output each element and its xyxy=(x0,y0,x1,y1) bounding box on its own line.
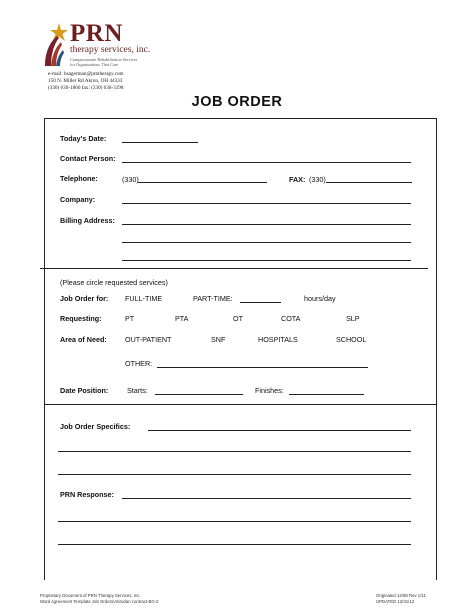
job-order-specifics-line-1[interactable] xyxy=(148,430,411,431)
area-option-hospitals[interactable]: HOSPITALS xyxy=(258,335,298,344)
area-option-out-patient[interactable]: OUT-PATIENT xyxy=(125,335,172,344)
contact-person-label: Contact Person: xyxy=(60,154,116,163)
company-email: e-mail: bsagerman@prntherapy.com xyxy=(48,71,124,77)
option-full-time[interactable]: FULL-TIME xyxy=(125,294,163,303)
frame-right-border xyxy=(436,118,437,580)
company-tagline-1: Compassionate Rehabilitation Services xyxy=(70,57,138,62)
prn-response-line-1[interactable] xyxy=(122,498,411,499)
other-field[interactable] xyxy=(157,367,368,368)
part-time-hours-field[interactable] xyxy=(240,302,281,303)
billing-address-line-3[interactable] xyxy=(122,260,411,261)
section-divider-2 xyxy=(44,404,437,405)
frame-left-border xyxy=(44,118,45,580)
finishes-field[interactable] xyxy=(289,394,364,395)
hours-per-day-label: hours/day xyxy=(304,294,336,303)
date-position-label: Date Position: xyxy=(60,386,109,395)
service-option-pt[interactable]: PT xyxy=(125,314,135,323)
starts-label: Starts: xyxy=(127,386,148,395)
fax-field[interactable] xyxy=(326,182,412,183)
services-instructions: (Please circle requested services) xyxy=(60,278,168,287)
job-order-for-label: Job Order for: xyxy=(60,294,109,303)
footer-proprietary: Proprietary Document of PRN Therapy Services, Inc. xyxy=(40,593,141,598)
telephone-label: Telephone: xyxy=(60,174,98,183)
job-order-specifics-line-2[interactable] xyxy=(58,451,411,452)
footer-template-path: Word Agreement Template Job Orders\Abrodan contract-BG-2 xyxy=(40,599,159,604)
billing-address-line-1[interactable] xyxy=(122,224,411,225)
todays-date-field[interactable] xyxy=(122,142,198,143)
section-divider-1 xyxy=(40,268,428,269)
billing-address-label: Billing Address: xyxy=(60,216,115,225)
telephone-field[interactable] xyxy=(138,182,267,183)
service-option-slp[interactable]: SLP xyxy=(346,314,360,323)
company-tagline-2: for Organizations That Care xyxy=(70,62,119,67)
area-of-need-label: Area of Need: xyxy=(60,335,107,344)
contact-person-field[interactable] xyxy=(122,162,411,163)
company-address: 150 N. Miller Rd Akron, OH 44333 xyxy=(48,78,123,84)
requesting-label: Requesting: xyxy=(60,314,102,323)
billing-address-line-2[interactable] xyxy=(122,242,411,243)
starts-field[interactable] xyxy=(155,394,243,395)
finishes-label: Finishes: xyxy=(255,386,284,395)
fax-label: FAX: xyxy=(289,175,306,184)
frame-top-border xyxy=(44,118,437,119)
other-label: OTHER: xyxy=(125,359,153,368)
prn-response-line-2[interactable] xyxy=(58,521,411,522)
service-option-pta[interactable]: PTA xyxy=(175,314,189,323)
todays-date-label: Today's Date: xyxy=(60,134,107,143)
company-name: PRN xyxy=(70,20,123,47)
prn-response-line-3[interactable] xyxy=(58,544,411,545)
prn-logo-icon xyxy=(42,22,68,68)
service-option-ot[interactable]: OT xyxy=(233,314,243,323)
company-label: Company: xyxy=(60,195,96,204)
area-option-school[interactable]: SCHOOL xyxy=(336,335,367,344)
job-order-specifics-line-3[interactable] xyxy=(58,474,411,475)
fax-area-code: (330) xyxy=(309,175,326,184)
page-title: JOB ORDER xyxy=(191,94,283,110)
job-order-specifics-label: Job Order Specifics: xyxy=(60,422,131,431)
telephone-area-code: (330) xyxy=(122,175,139,184)
company-subtitle: therapy services, inc. xyxy=(70,45,151,55)
service-option-cota[interactable]: COTA xyxy=(281,314,301,323)
company-phone-fax: (330) 630-1860 fax: (330) 630-3198 xyxy=(48,85,124,91)
option-part-time[interactable]: PART-TIME: xyxy=(193,294,233,303)
company-field[interactable] xyxy=(122,203,411,204)
prn-response-label: PRN Response: xyxy=(60,490,114,499)
footer-revision: Originated 12/98 Rev 1/11 xyxy=(376,593,426,598)
footer-updated: UPDATED 12/31/12 xyxy=(376,599,415,604)
area-option-snf[interactable]: SNF xyxy=(211,335,226,344)
